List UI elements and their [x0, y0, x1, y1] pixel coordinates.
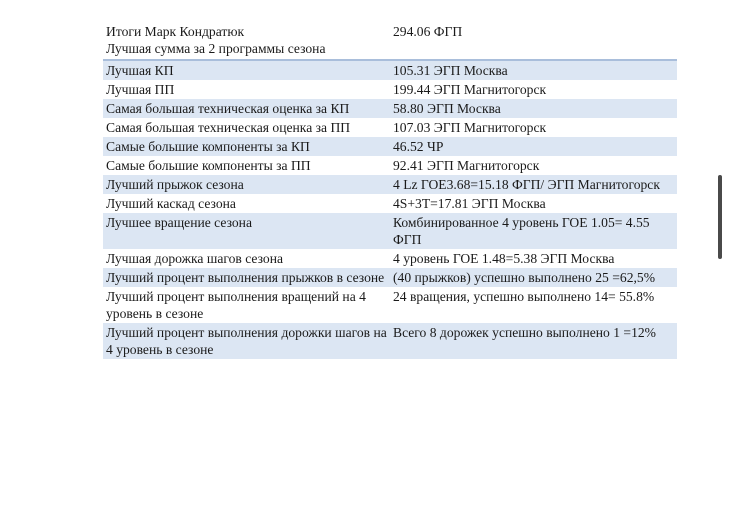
row-value: 107.03 ЭГП Магнитогорск	[390, 118, 677, 137]
row-value: 105.31 ЭГП Москва	[390, 60, 677, 80]
row-label: Самые большие компоненты за ПП	[103, 156, 390, 175]
row-label: Лучший каскад сезона	[103, 194, 390, 213]
row-value: 24 вращения, успешно выполнено 14= 55.8%	[390, 287, 677, 323]
row-value: 4 Lz ГОЕ3.68=15.18 ФГП/ ЭГП Магнитогорск	[390, 175, 677, 194]
table-header-row	[103, 21, 677, 60]
row-value: 58.80 ЭГП Москва	[390, 99, 677, 118]
row-value: 92.41 ЭГП Магнитогорск	[390, 156, 677, 175]
table-row	[103, 156, 677, 175]
table-row	[103, 268, 677, 287]
table-row	[103, 118, 677, 137]
table-row	[103, 175, 677, 194]
vertical-scrollbar[interactable]	[718, 175, 722, 259]
row-label: Самые большие компоненты за КП	[103, 137, 390, 156]
table-row	[103, 99, 677, 118]
row-label: Лучшее вращение сезона	[103, 213, 390, 249]
table-row	[103, 287, 677, 323]
header-title-cell	[103, 21, 390, 60]
row-value: 4 уровень ГОЕ 1.48=5.38 ЭГП Москва	[390, 249, 677, 268]
row-value: 199.44 ЭГП Магнитогорск	[390, 80, 677, 99]
results-table	[103, 21, 677, 359]
row-label: Самая большая техническая оценка за ПП	[103, 118, 390, 137]
table-row	[103, 213, 677, 249]
row-label: Лучший прыжок сезона	[103, 175, 390, 194]
row-value: Комбинированное 4 уровень ГОЕ 1.05= 4.55 ФГП	[390, 213, 677, 249]
table-row	[103, 137, 677, 156]
table-row	[103, 60, 677, 80]
row-value: Всего 8 дорожек успешно выполнено 1 =12%	[390, 323, 677, 359]
header-total: 294.06 ФГП	[393, 24, 463, 39]
row-value: (40 прыжков) успешно выполнено 25 =62,5%	[390, 268, 677, 287]
row-label: Лучшая КП	[103, 60, 390, 80]
table-row	[103, 80, 677, 99]
row-label: Лучший процент выполнения прыжков в сезоне	[103, 268, 390, 287]
header-subtitle: Лучшая сумма за 2 программы сезона	[106, 41, 326, 56]
row-label: Самая большая техническая оценка за КП	[103, 99, 390, 118]
table-row	[103, 194, 677, 213]
row-label: Лучшая дорожка шагов сезона	[103, 249, 390, 268]
row-value: 4S+3T=17.81 ЭГП Москва	[390, 194, 677, 213]
header-title: Итоги Марк Кондратюк	[106, 24, 245, 39]
header-total-cell	[390, 21, 677, 60]
table-row	[103, 323, 677, 359]
row-label: Лучшая ПП	[103, 80, 390, 99]
row-label: Лучший процент выполнения вращений на 4 уровень в сезоне	[103, 287, 390, 323]
table-row	[103, 249, 677, 268]
row-label: Лучший процент выполнения дорожки шагов на 4 уровень в сезоне	[103, 323, 390, 359]
row-value: 46.52 ЧР	[390, 137, 677, 156]
